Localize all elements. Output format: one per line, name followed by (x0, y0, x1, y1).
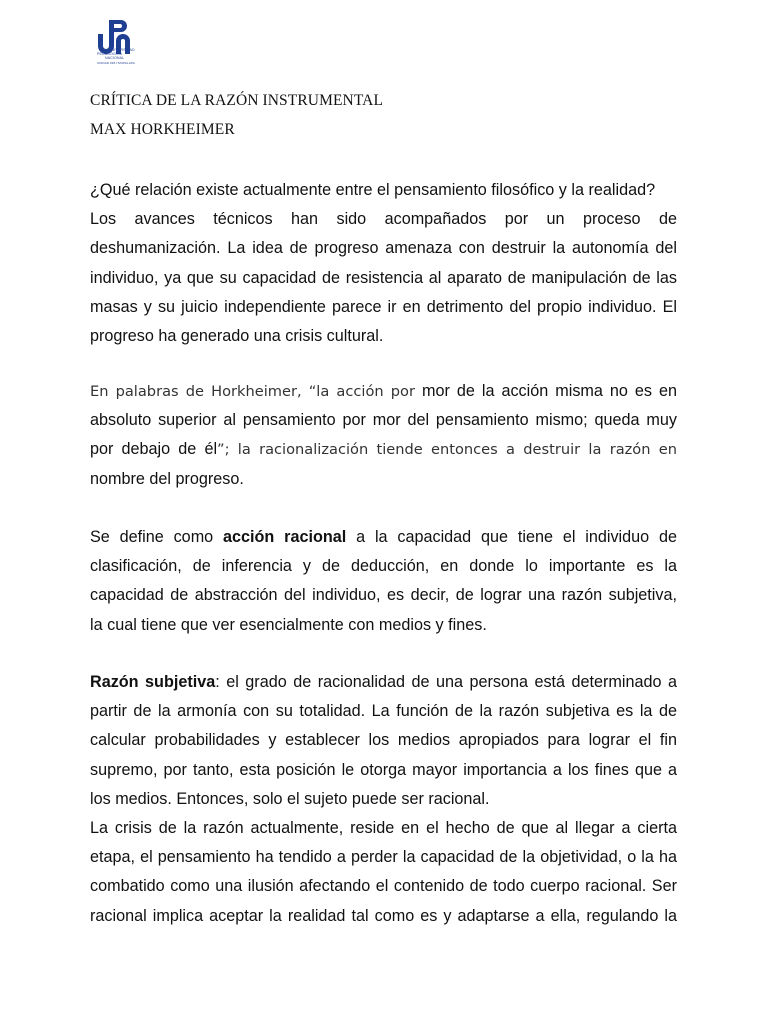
quote-intro: En palabras de Horkheimer, “la acción por (90, 383, 415, 400)
text-line: racional implica aceptar la realidad tal como es y adaptarse a ella, regulando la (90, 906, 677, 925)
text-line: partir de la armonía con su totalidad. La función de la razón subjetiva es la de (90, 702, 677, 721)
logo-caption-line: UNIDAD 095 ITZAPALAPA (97, 60, 136, 65)
text-line (90, 668, 677, 697)
text-line: clasificación, de inferencia y de deducción, en donde lo importante es la (90, 557, 677, 576)
text-line: capacidad de abstracción del individuo, es decir, de lograr una razón subjetiva, (90, 586, 677, 605)
text-line: etapa, el pensamiento ha tendido a perder la capacidad de la objetividad, o la ha (90, 848, 677, 867)
text-line: la cual tiene que ver esencialmente con medios y fines. (90, 615, 487, 634)
text-line: La crisis de la razón actualmente, reside en el hecho de que al llegar a cierta (90, 818, 677, 837)
text-line: combatido como una ilusión afectando el contenido de todo cuerpo racional. Ser (90, 877, 677, 896)
text-run: : el grado de racionalidad de una persona está determinado a (215, 673, 678, 691)
text-line: los medios. Entonces, solo el sujeto puede ser racional. (90, 789, 490, 808)
quote-text: por debajo de él (90, 440, 218, 459)
text-line: ¿Qué relación existe actualmente entre el pensamiento filosófico y la realidad? (90, 181, 656, 199)
text-run: a la capacidad que tiene el individuo de (356, 528, 678, 546)
text-line: calcular probabilidades y establecer los medios apropiados para lograr el fin (90, 731, 677, 750)
logo-caption-line: UNIVERSIDAD (109, 48, 135, 52)
text-line: deshumanización. La idea de progreso amenaza con destruir la autonomía del (90, 239, 677, 258)
paragraph-1 (90, 176, 677, 351)
bold-term: acción racional (223, 528, 347, 546)
text-line (90, 435, 677, 464)
text-line: supremo, por tanto, esta posición le otorga mayor importancia a los fines que a (90, 760, 677, 779)
upn-logo (92, 18, 156, 74)
text-line: progreso ha generado una crisis cultural. (90, 326, 384, 345)
text-line: absoluto superior al pensamiento por mor del pensamiento mismo; queda muy (90, 411, 677, 430)
text-line (90, 523, 677, 552)
logo-caption-line: NACIONAL (105, 56, 125, 61)
document-title: CRÍTICA DE LA RAZÓN INSTRUMENTAL (90, 92, 384, 109)
paragraph-2 (90, 377, 677, 494)
bold-term: Razón subjetiva (90, 673, 216, 691)
text-line: individuo, ya que su capacidad de resistencia al aparato de manipulación de las (90, 268, 677, 287)
quote-continuation: ”; la racionalización tiende entonces a destruir la razón en (217, 441, 677, 459)
paragraph-4 (90, 668, 677, 931)
text-line: masas y su juicio independiente parece ir en detrimento del propio individuo. El (90, 297, 677, 316)
text-line: nombre del progreso. (90, 469, 244, 488)
logo-caption (97, 48, 157, 65)
paragraph-3 (90, 523, 677, 640)
text-line: Los avances técnicos han sido acompañados por un proceso de (90, 210, 677, 229)
text-run: Se define como (90, 528, 214, 546)
quote-text: mor de la acción misma no es en (421, 382, 677, 400)
logo-caption-line: PEDAGÓGICA (97, 52, 123, 57)
text-line (90, 377, 677, 406)
document-author: MAX HORKHEIMER (90, 121, 235, 138)
